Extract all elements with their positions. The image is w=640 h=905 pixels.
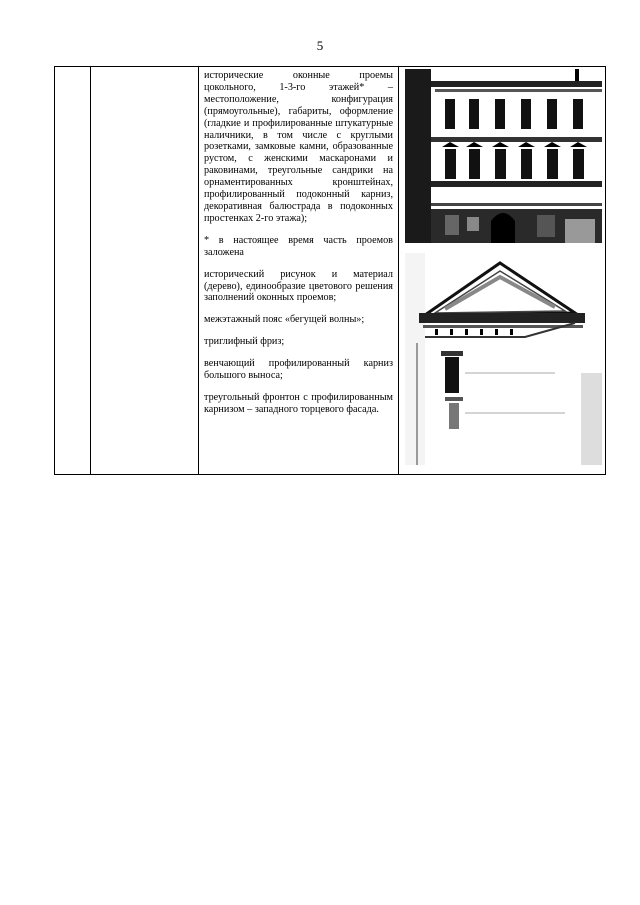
paragraph-footnote: * в настоящее время часть проемов заложена [204,234,393,258]
row-number-cell [55,67,91,475]
photos-cell [399,67,606,475]
west-facade-photo [405,253,602,465]
page-number: 5 [316,38,324,53]
paragraph-window-openings: исторические оконные проемы цокольного, 1-3-го этажей* – местоположение, конфигурация (прямоугольные), габариты, оформление (гладкие и профилированные штукатурные наличники, в том числе с круглыми розетками, замковые камни, образованные рустом, с женскими маскаронами и раковинами, треугольные сандрики на орнаментированных кронштейнах, профилированный подоконный карниз, декоративная балюстрада в подоконных простенках 2-го этажа); [204,70,393,224]
protection-subject-table [54,66,606,475]
facade-photo [405,69,602,243]
paragraph-window-fillings: исторический рисунок и материал (дерево), единообразие цветового решения заполнений оконных проемов; [204,268,393,304]
paragraph-cornice: венчающий профилированный карниз большого выноса; [204,358,393,382]
paragraph-frieze: триглифный фриз; [204,336,285,348]
paragraph-belt: межэтажный пояс «бегущей волны»; [204,314,365,326]
paragraph-pediment: треугольный фронтон с профилированным карнизом – западного торцевого фасада. [204,391,393,415]
category-cell [91,67,199,475]
table-row [55,67,606,475]
description-cell [199,67,399,475]
